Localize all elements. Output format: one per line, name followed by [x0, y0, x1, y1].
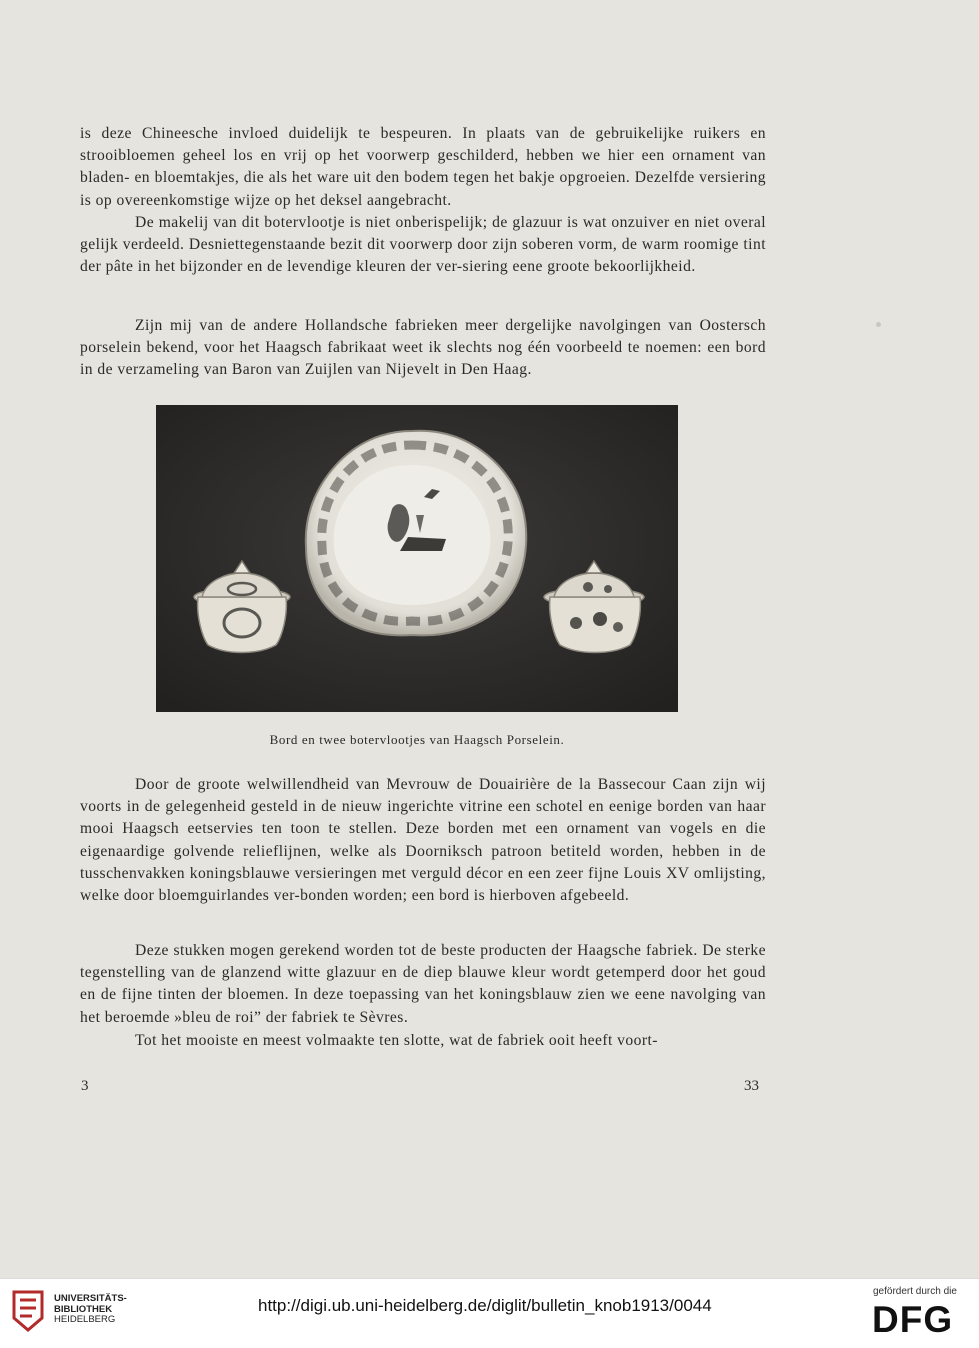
plate-image	[306, 431, 526, 636]
paragraph-5: Deze stukken mogen gerekend worden tot de beste producten der Haagsche fabriek. De sterke tegenstelling van de glanzend witte glazuur en de diep blauwe kleur wordt getemperd door het goud en de fijne tinten der bloemen. In deze toepassing van het koningsblauw zien we eene navolging van het beroemde »bleu de roi” der fabriek te Sèvres.	[80, 942, 766, 1026]
paragraph-4: Door de groote welwillendheid van Mevrouw de Douairière de la Bassecour Caan zijn wij voorts in de gelegenheid gesteld in de nieuw ingerichte vitrine een schotel en eenige borden van haar mooi Haagsch eetservies ten toon te stellen. Deze borden met een ornament van vogels en die eigenaardige golvende relieflijnen, welke als Doorniksch patroon betiteld worden, hebben in de tusschenvakken koningsblauwe versieringen met verguld décor en een zeer fijne Louis XV omlijsting, welke door bloemguirlandes ver-bonden worden; een bord is hierboven afgebeeld.	[80, 776, 766, 905]
library-line-3: HEIDELBERG	[54, 1314, 116, 1325]
library-logo-icon	[10, 1288, 46, 1334]
library-name	[54, 1294, 127, 1326]
library-line-2: BIBLIOTHEK	[54, 1303, 113, 1315]
scan-dot	[876, 322, 881, 327]
figure-caption: Bord en twee botervlootjes van Haagsch Porselein.	[269, 732, 565, 747]
paragraph-3: Zijn mij van de andere Hollandsche fabrieken meer dergelijke navolgingen van Oostersch porselein bekend, voor het Haagsch fabrikaat weet ik slechts nog één voorbeeld te noemen: een bord in de verzameling van Baron van Zuijlen van Nijevelt in Den Haag.	[80, 317, 766, 379]
funding-label: gefördert durch die	[873, 1286, 957, 1297]
permalink-url[interactable]: http://digi.ub.uni-heidelberg.de/diglit/bulletin_knob1913/0044	[258, 1296, 712, 1315]
signature-mark: 3	[81, 1078, 89, 1094]
dfg-logo: DFG	[872, 1299, 954, 1340]
paragraph-1: is deze Chineesche invloed duidelijk te bespeuren. In plaats van de gebruikelijke ruikers en strooibloemen geheel los en vrij op het voorwerp geschilderd, hebben we hier een ornament van bladen- en bloemtakjes, die als het ware uit den bodem tegen het bakje opgroeien. Dezelfde versiering is op overeenkomstige wijze op het deksel aangebracht.	[80, 125, 766, 209]
paragraph-2: De makelij van dit botervlootje is niet onberispelijk; de glazuur is wat onzuiver en niet overal gelijk verdeeld. Desniettegenstaande bezit dit voorwerp door zijn soberen vorm, de warm roomige tint der pâte in het bijzonder en de levendige kleuren der ver-siering eene groote bekoorlijkheid.	[80, 214, 766, 276]
porcelain-photograph	[156, 405, 678, 712]
page-number: 33	[744, 1078, 759, 1094]
library-line-1: UNIVERSITÄTS-	[54, 1293, 127, 1304]
paragraph-6: Tot het mooiste en meest volmaakte ten slotte, wat de fabriek ooit heeft voort-	[135, 1032, 658, 1049]
